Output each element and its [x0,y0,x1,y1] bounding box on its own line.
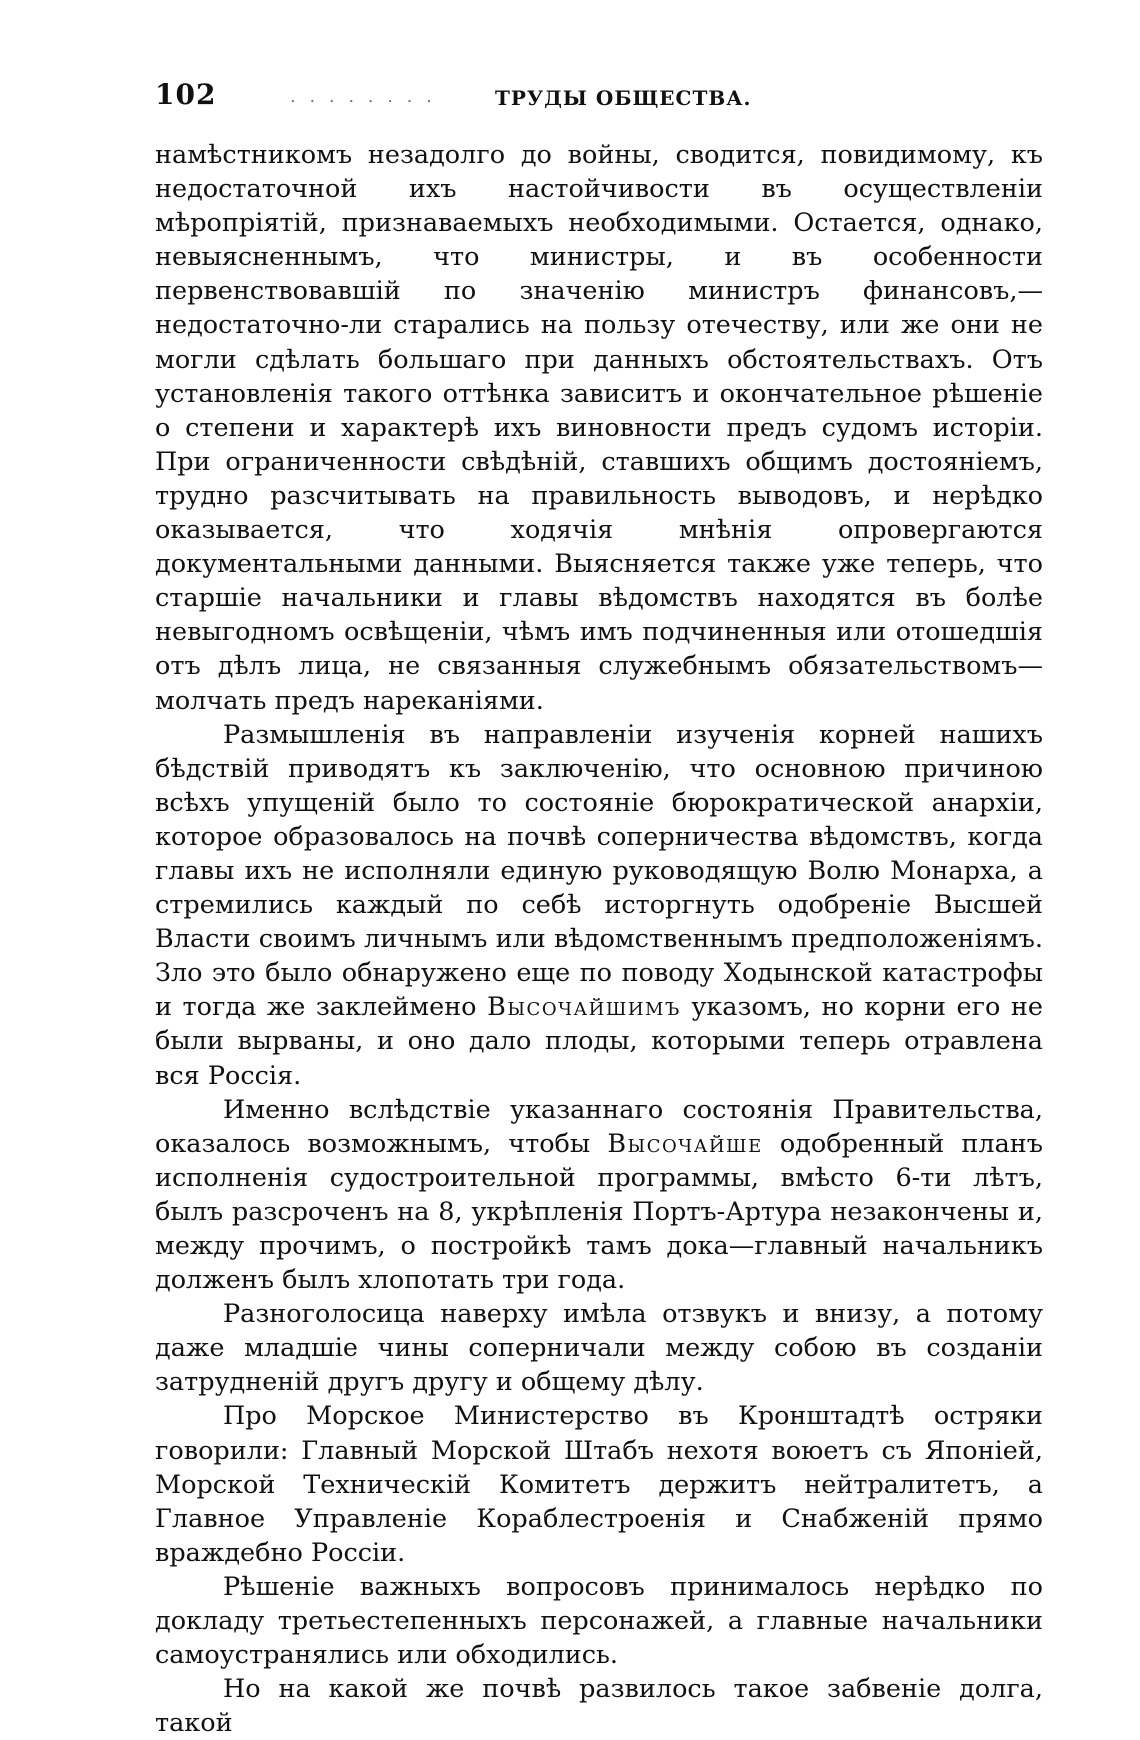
paragraph-text: намѣстникомъ незадолго до войны, сводится, повидимому, къ недостаточной ихъ настойчивости въ осуществленіи мѣропріятій, признаваемыхъ необходимыми. Остается, однако, невыясненнымъ, что министры, и въ особенности первенствовавшій по значенію министръ финансовъ,—недостаточно-ли старались на пользу отечеству, или же они не могли сдѣлать большаго при данныхъ обстоятельствахъ. Отъ установленія такого оттѣнка зависитъ и окончательное рѣшеніе о степени и характерѣ ихъ виновности предъ судомъ исторіи. При ограниченности свѣдѣній, ставшихъ общимъ достояніемъ, трудно разсчитывать на правильность выводовъ, и нерѣдко оказывается, что ходячія мнѣнія опровергаются документальными данными. Выясняется также уже теперь, что старшіе начальники и главы вѣдомствъ находятся въ болѣе невыгодномъ освѣщеніи, чѣмъ имъ подчиненныя или отошедшія отъ дѣлъ лица, не связанныя служебнымъ обязательствомъ—молчать предъ нареканіями. [155,140,1043,716]
page-number: 102 [155,78,217,111]
paragraph-text: Про Морское Министерство въ Кронштадтѣ остряки говорили: Главный Морской Штабъ нехотя воюетъ съ Японіей, Морской Техническій Комитетъ держитъ нейтралитетъ, а Главное Управленіе Кораблестроенія и Снабженій прямо враждебно Россіи. [155,1401,1043,1568]
paragraph-text: Разноголосица наверху имѣла отзвукъ и внизу, а потому даже младшіе чины соперничали между собою въ созданіи затрудненій другъ другу и общему дѣлу. [155,1299,1043,1398]
paragraph-text: Но на какой же почвѣ развилось такое забвеніе долга, такой [155,1674,1043,1739]
paragraph-text: Рѣшеніе важныхъ вопросовъ принималось нерѣдко по докладу третьестепенныхъ персонажей, а главные начальники самоустранялись или обходились. [155,1571,1043,1671]
journal-title: ТРУДЫ ОБЩЕСТВА. [495,86,752,110]
paragraph-text: Размышленія въ направленіи изученія корней нашихъ бѣдствій приводятъ къ заключенію, что основною причиною всѣхъ упущеній было то состояніе бюрократической анархіи, которое образовалось на почвѣ соперничества вѣдомствъ, когда главы ихъ не исполняли единую руководящую Волю Монарха, а стремились каждый по себѣ исторгнуть одобреніе Высшей Власти своимъ личнымъ или вѣдомственнымъ предположеніямъ. Зло это было обнаружено еще по поводу Ходынской катастрофы и тогда же заклеймено [155,719,1043,1023]
emphasis-small-caps: Высочайшимъ [487,992,681,1023]
paragraph-text: Именно вслѣдствіе указаннаго состоянія Правительства, оказалось возможнымъ, чтобы [155,1094,1043,1159]
paragraph [155,1093,1043,1298]
paragraph [155,138,1043,718]
emphasis-small-caps: Высочайше [607,1128,763,1159]
paragraph-text: указомъ, но корни его не были вырваны, и оно дало плоды, которыми теперь отравлена вся Россія. [155,992,1043,1091]
running-head [155,78,1045,118]
paragraph [155,718,1043,1093]
paragraph [155,1297,1043,1399]
paragraph [155,1399,1043,1569]
paragraph [155,1672,1043,1740]
paragraph-text: одобренный планъ исполненія судостроительной программы, вмѣсто 6-ти лѣтъ, былъ разсроченъ на 8, укрѣпленія Портъ-Артура незакончены и, между прочимъ, о постройкѣ тамъ дока—главный начальникъ долженъ былъ хлопотать три года. [155,1128,1043,1296]
paragraph [155,1570,1043,1672]
header-dots: . . . . . . . . [290,86,436,107]
body-text [155,138,1043,1740]
